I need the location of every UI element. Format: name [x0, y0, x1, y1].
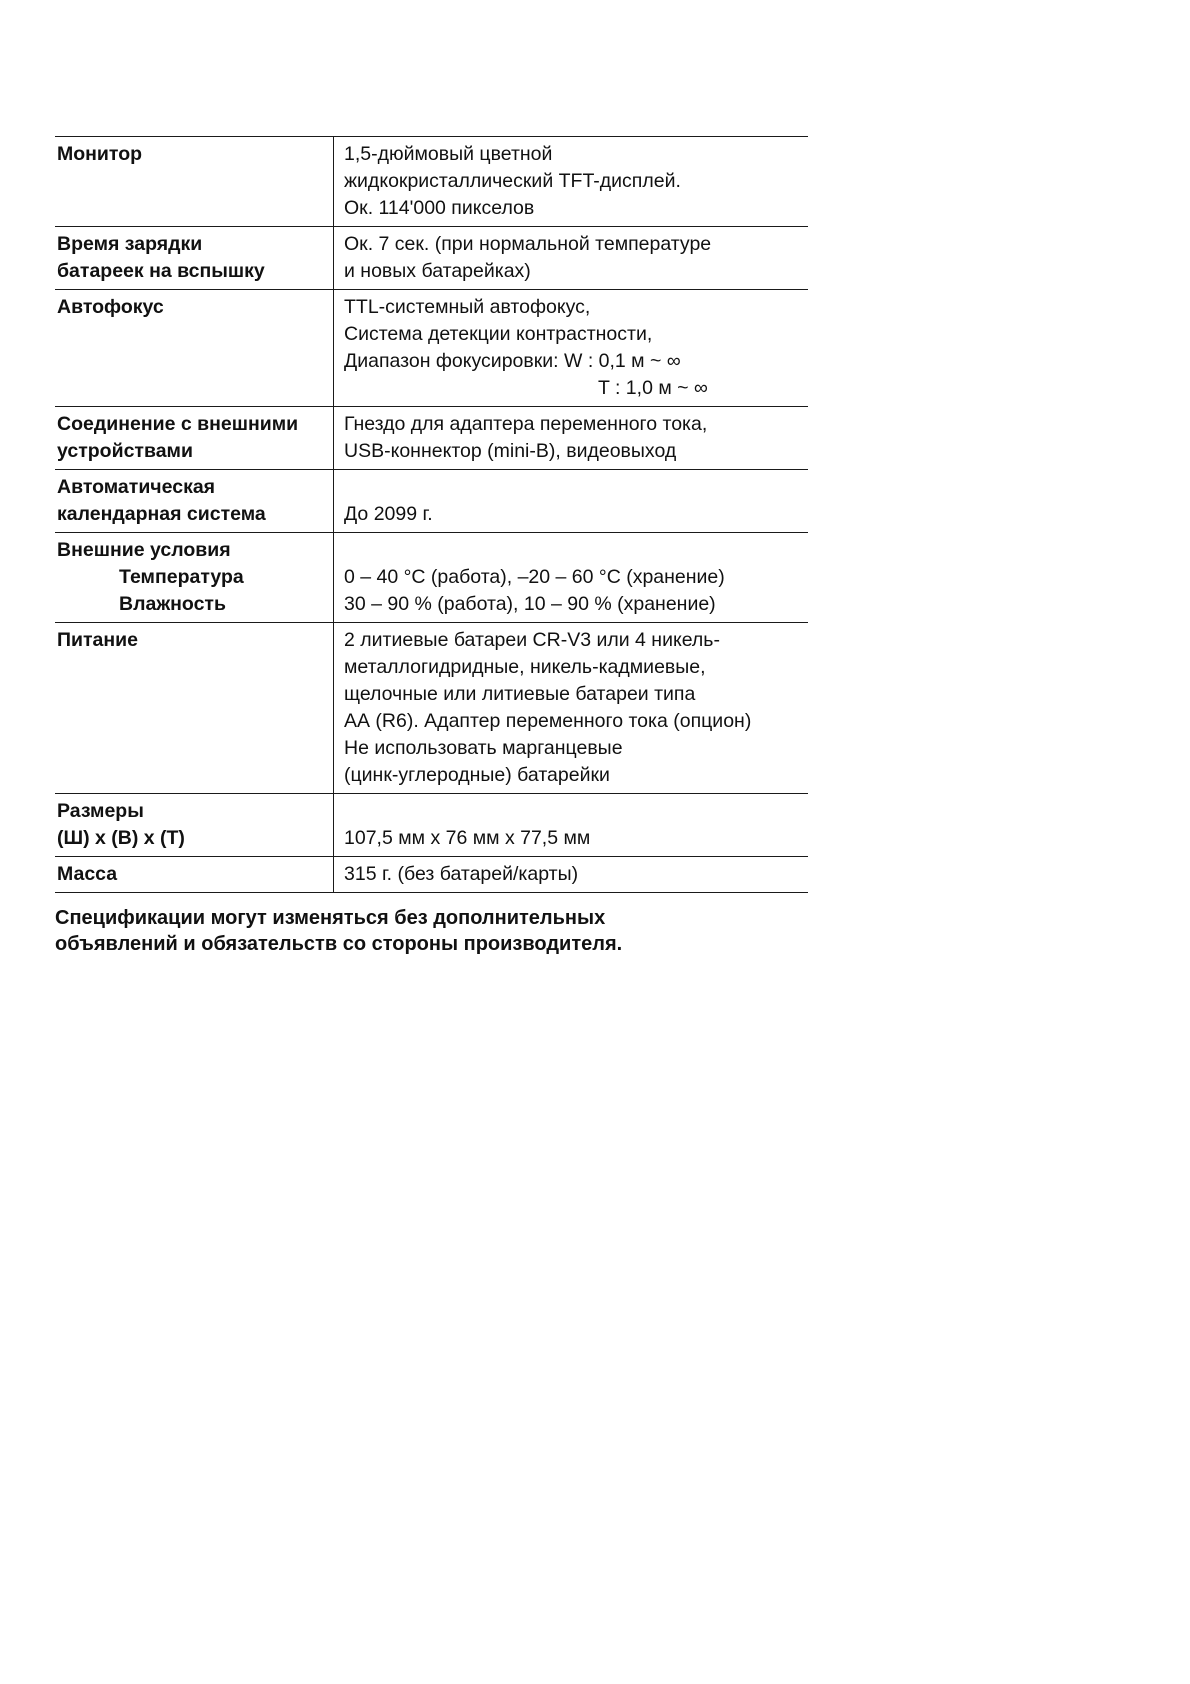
spec-name: Соединение с внешними — [57, 413, 299, 435]
spec-name-cell — [55, 470, 334, 533]
spec-row-flash-charge-time — [55, 227, 808, 290]
spec-value-line: жидкокристаллический TFT-дисплей. — [344, 170, 681, 192]
spec-name: Монитор — [57, 143, 143, 165]
spec-value-cell — [334, 623, 809, 794]
spec-value-line: АА (R6). Адаптер переменного тока (опцион) — [344, 710, 752, 732]
spec-name: (Ш) x (В) x (Т) — [57, 827, 185, 849]
spec-value-cell — [334, 137, 809, 227]
spec-value-line: 0 – 40 °С (работа), –20 – 60 °С (хранение) — [344, 566, 725, 588]
spec-value-line: Не использовать марганцевые — [344, 737, 623, 759]
spec-value-line: Гнездо для адаптера переменного тока, — [344, 413, 708, 435]
footnote-line: объявлений и обязательств со стороны производителя. — [55, 933, 623, 955]
spec-sub-name-humidity: Влажность — [119, 593, 226, 615]
spec-value-line: 315 г. (без батарей/карты) — [344, 863, 579, 885]
spec-name: Питание — [57, 629, 139, 651]
spec-value-line: металлогидридные, никель-кадмиевые, — [344, 656, 706, 678]
spec-value-line: Ок. 114'000 пикселов — [344, 197, 535, 219]
spec-name-cell — [55, 290, 334, 407]
spec-sub-name-temperature: Температура — [119, 566, 244, 588]
spec-value-line: 1,5-дюймовый цветной — [344, 143, 553, 165]
spec-name: Внешние условия — [57, 539, 231, 561]
spec-name: Автоматическая — [57, 476, 216, 498]
spec-value-cell — [334, 470, 809, 533]
spec-row-weight — [55, 857, 808, 893]
spec-name: батареек на вспышку — [57, 260, 265, 282]
spec-name-cell — [55, 227, 334, 290]
spec-row-monitor — [55, 137, 808, 227]
spec-value-line: До 2099 г. — [344, 503, 433, 525]
spec-name-cell — [55, 857, 334, 893]
spec-name: Масса — [57, 863, 118, 885]
spec-name: Время зарядки — [57, 233, 203, 255]
spec-name-cell — [55, 533, 334, 623]
spec-value-cell — [334, 794, 809, 857]
spec-value-line: 107,5 мм x 76 мм x 77,5 мм — [344, 827, 591, 849]
spec-name-cell — [55, 623, 334, 794]
spec-value-line: Ок. 7 сек. (при нормальной температуре — [344, 233, 712, 255]
spec-row-power — [55, 623, 808, 794]
spec-value-line: T : 1,0 м ~ ∞ — [598, 377, 708, 399]
spec-row-autofocus — [55, 290, 808, 407]
spec-value-line: Диапазон фокусировки: W : 0,1 м ~ ∞ — [344, 350, 681, 372]
spec-value-cell — [334, 857, 809, 893]
spec-name-cell — [55, 137, 334, 227]
spec-name: Автофокус — [57, 296, 164, 318]
spec-value-cell — [334, 533, 809, 623]
spec-name: календарная система — [57, 503, 266, 525]
spec-value-line: TTL-системный автофокус, — [344, 296, 591, 318]
specifications-footnote — [55, 905, 808, 957]
spec-name-cell — [55, 794, 334, 857]
spec-name: устройствами — [57, 440, 193, 462]
spec-name: Размеры — [57, 800, 144, 822]
specifications-section — [55, 136, 808, 957]
spec-row-calendar — [55, 470, 808, 533]
footnote-line: Спецификации могут изменяться без дополнительных — [55, 907, 606, 929]
spec-name-cell — [55, 407, 334, 470]
spec-value-cell — [334, 290, 809, 407]
spec-value-line: щелочные или литиевые батареи типа — [344, 683, 696, 705]
spec-value-line: 2 литиевые батареи CR-V3 или 4 никель- — [344, 629, 720, 651]
spec-value-line: 30 – 90 % (работа), 10 – 90 % (хранение) — [344, 593, 716, 615]
spec-value-cell — [334, 407, 809, 470]
spec-row-dimensions — [55, 794, 808, 857]
spec-row-connections — [55, 407, 808, 470]
spec-value-line: Система детекции контрастности, — [344, 323, 653, 345]
spec-value-line: (цинк-углеродные) батарейки — [344, 764, 610, 786]
specifications-table — [55, 136, 808, 893]
spec-value-cell — [334, 227, 809, 290]
spec-value-line: и новых батарейках) — [344, 260, 531, 282]
spec-row-environment — [55, 533, 808, 623]
spec-value-line: USB-коннектор (mini-B), видеовыход — [344, 440, 677, 462]
